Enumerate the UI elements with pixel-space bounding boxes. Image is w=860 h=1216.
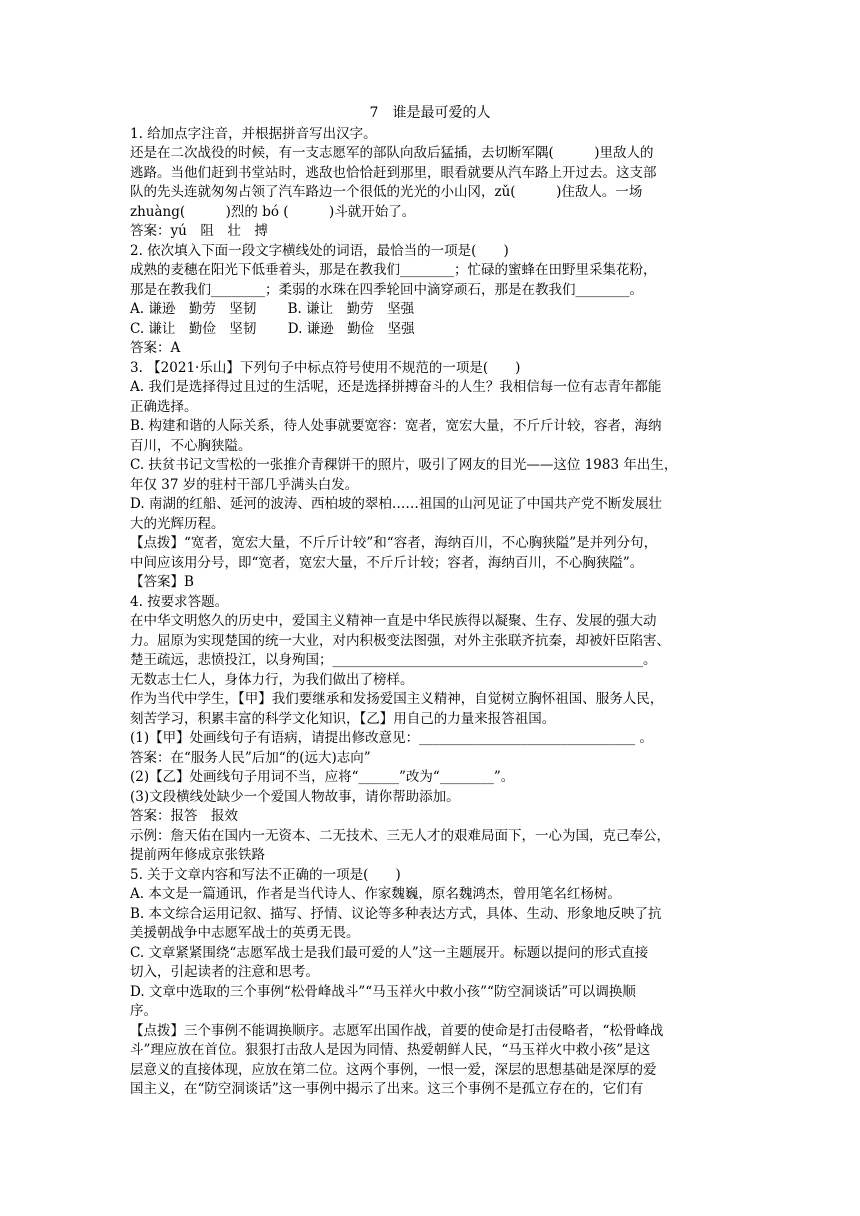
- text-line: 答案：yú 阻 壮 搏: [130, 223, 268, 239]
- text-line: D. 文章中选取的三个事例“松骨峰战斗”“马玉祥火中救小孩”“防空洞谈话”可以调换顺: [130, 983, 636, 1000]
- text-line: 5. 关于文章内容和写法不正确的一项是( ): [130, 866, 401, 883]
- text-line: 示例：詹天佑在国内一无资本、二无技术、三无人才的艰难局面下，一心为国，克己奉公，: [130, 827, 670, 844]
- text-line: 楚王疏远，悲愤投江，以身殉国；______________________________________________。: [130, 652, 657, 668]
- text-line: 逃路。当他们赶到书堂站时，逃敌也恰恰赶到那里，眼看就要从汽车路上开过去。这支部: [130, 164, 657, 181]
- text-line: A. 谦逊 勤劳 坚韧 B. 谦让 勤劳 坚强: [130, 301, 415, 317]
- text-line: B. 构建和谐的人际关系，待人处事就要宽容：宽者，宽宏大量，不斤斤计较，容者，海纳: [130, 418, 662, 434]
- text-line: A. 本文是一篇通讯，作者是当代诗人、作家魏巍，原名魏鸿杰，曾用笔名红杨树。: [130, 886, 621, 902]
- text-line: 国主义，在“防空洞谈话”这一事例中揭示了出来。这三个事例不是孤立存在的，它们有: [130, 1081, 644, 1097]
- text-line: 刻苦学习，积累丰富的科学文化知识，【乙】用自己的力量来报答祖国。: [130, 710, 556, 727]
- text-line: 美援朝战争中志愿军战士的英勇无畏。: [130, 925, 360, 941]
- text-line: (3)文段横线处缺少一个爱国人物故事，请你帮助添加。: [130, 788, 460, 805]
- text-line: B. 本文综合运用记叙、描写、抒情、议论等多种表达方式，具体、生动、形象地反映了抗: [130, 905, 662, 922]
- text-line: 1. 给加点字注音，并根据拼音写出汉字。: [130, 125, 377, 142]
- text-line: 无数志士仁人，身体力行，为我们做出了榜样。: [130, 671, 414, 688]
- text-line: 2. 依次填入下面一段文字横线处的词语，最恰当的一项是( ): [130, 242, 509, 259]
- text-line: 百川，不心胸狭隘。: [130, 437, 252, 454]
- text-line: 大的光辉历程。: [130, 515, 225, 532]
- text-line: 答案：A: [130, 340, 181, 356]
- text-line: C. 扶贫书记文雪松的一张推介青稞饼干的照片，吸引了网友的目光——这位 1983 年出生，: [130, 457, 678, 473]
- document-content: [130, 104, 730, 1100]
- text-line: 【点拨】“宽者，宽宏大量，不斤斤计较”和“容者，海纳百川，不心胸狭隘”是并列分句，: [130, 535, 658, 551]
- text-line: 那是在教我们________；柔弱的水珠在四季轮回中滴穿顽石，那是在教我们________。: [130, 281, 643, 298]
- text-line: 队的先头连就匆匆占领了汽车路边一个很低的光光的小山冈，zǔ( )住敌人。一场: [130, 184, 643, 200]
- text-line: (2)【乙】处画线句子用词不当，应将“______”改为“________”。: [130, 769, 515, 785]
- text-line: C. 文章紧紧围绕“志愿军战士是我们最可爱的人”这一主题展开。标题以提问的形式直接: [130, 944, 649, 961]
- text-line: 3. 【2021·乐山】下列句子中标点符号使用不规范的一项是( ): [130, 359, 521, 376]
- text-line: 年仅 37 岁的驻村干部几乎满头白发。: [130, 476, 359, 493]
- text-line: 【点拨】三个事例不能调换顺序。志愿军出国作战，首要的使命是打击侵略者，“松骨峰战: [130, 1022, 664, 1039]
- text-line: 序。: [130, 1003, 157, 1019]
- text-line: 答案：在“服务人民”后加“的(远大)志向”: [130, 749, 371, 766]
- text-line: 还是在二次战役的时候，有一支志愿军的部队向敌后猛插，去切断军隅( )里敌人的: [130, 145, 654, 161]
- text-line: 【答案】B: [130, 574, 194, 590]
- text-line: zhuàng( )烈的 bó ( )斗就开始了。: [130, 203, 416, 220]
- page-title: 7 谁是最可爱的人: [369, 105, 491, 121]
- text-line: D. 南湖的红船、延河的波涛、西柏坡的翠柏……祖国的山河见证了中国共产党不断发展壮: [130, 496, 662, 512]
- text-line: 作为当代中学生，【甲】我们要继承和发扬爱国主义精神，自觉树立胸怀祖国、服务人民，: [130, 691, 664, 707]
- text-line: 中间应该用分号，即“宽者，宽宏大量，不斤斤计较；容者，海纳百川，不心胸狭隘”。: [130, 554, 644, 571]
- text-line: 提前两年修成京张铁路: [130, 847, 265, 863]
- text-line: 成熟的麦穗在阳光下低垂着头，那是在教我们________；忙碌的蜜蜂在田野里采集花粉，: [130, 262, 657, 278]
- text-line: 正确选择。: [130, 398, 198, 415]
- text-line: 切入，引起读者的注意和思考。: [130, 964, 319, 980]
- text-line: 4. 按要求答题。: [130, 593, 229, 610]
- text-line: A. 我们是选择得过且过的生活呢，还是选择拼搏奋斗的人生？我相信每一位有志青年都能: [130, 379, 662, 395]
- text-line: 在中华文明悠久的历史中，爱国主义精神一直是中华民族得以凝聚、生存、发展的强大动: [130, 613, 657, 629]
- text-line: (1)【甲】处画线句子有语病，请提出修改意见：________________________________ 。: [130, 730, 653, 746]
- text-line: 答案：报答 报效: [130, 808, 238, 824]
- text-line: 斗”理应放在首位。狠狠打击敌人是因为同情、热爱朝鲜人民，“马玉祥火中救小孩”是这: [130, 1042, 651, 1058]
- text-body: [130, 125, 730, 1100]
- text-line: 层意义的直接体现，应放在第二位。这两个事例，一恨一爱，深层的思想基础是深厚的爱: [130, 1061, 657, 1078]
- text-line: 力。屈原为实现楚国的统一大业，对内积极变法图强，对外主张联齐抗秦，却被奸臣陷害、: [130, 632, 670, 649]
- text-line: C. 谦让 勤俭 坚韧 D. 谦逊 勤俭 坚强: [130, 320, 415, 337]
